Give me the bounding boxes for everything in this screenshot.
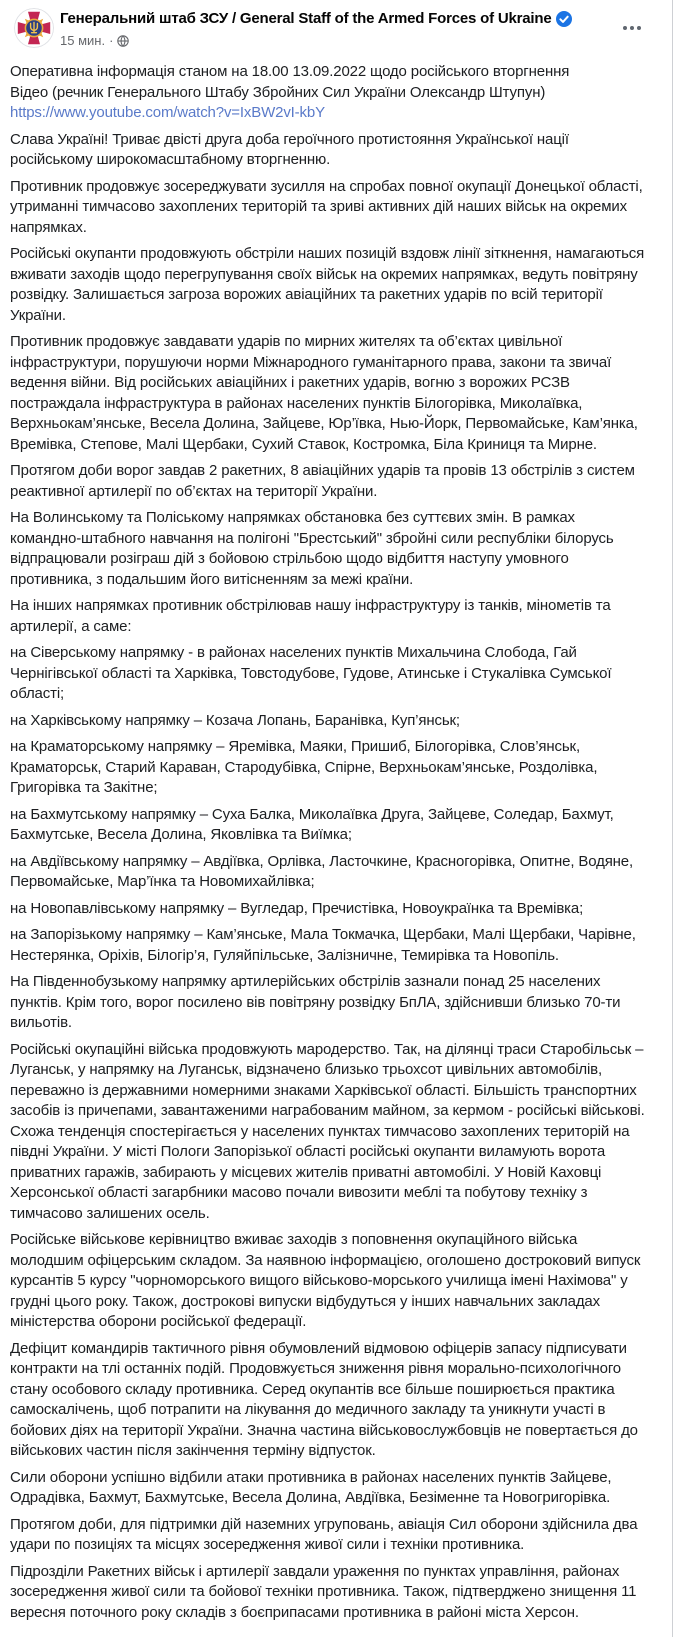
post-paragraph: Сили оборони успішно відбили атаки противника в районах населених пунктів Зайцеве, Одрадівка, Бахмут, Бахмутське, Весела Долина, Авдіївка, Безіменне та Новогригорівка. [10, 1468, 612, 1506]
post-paragraph: Противник продовжує завдавати ударів по мирних жителях та об’єктах цивільної інфраструктури, порушуючи норми Міжнародного гуманітарного права, закони та звичаї ведення війни. Від російських авіаційних і ракетних ударів, вогню з ворожих РСЗВ постраждала інфраструктура в районах населених пунктів Білогорівка, Миколаївка, Верхньокам’янське, Весела Долина, Зайцеве, Юр’ївка, Нью-Йорк, Первомайське, Кам’янка, Времівка, Степове, Малі Щербаки, Сухий Ставок, Костромка, Біла Криниця та Мирне. [10, 333, 638, 453]
post-paragraph: на Запорізькому напрямку – Кам’янське, Мала Токмачка, Щербаки, Малі Щербаки, Чарівне, Нестерянка, Оріхів, Білогір’я, Гуляйпільське, Залізничне, Темирівка та Новопіль. [10, 926, 636, 964]
post-paragraph: На інших напрямках противник обстрілював нашу інфраструктуру із танків, мінометів та артилерії, а саме: [10, 597, 611, 635]
post-paragraph: на Авдіївському напрямку – Авдіївка, Орлівка, Ласточкине, Красногорівка, Опитне, Водяне, Первомайське, Мар’їнка та Новомихайлівка; [10, 852, 634, 890]
post-header-text [60, 8, 572, 49]
youtube-link[interactable]: https://www.youtube.com/watch?v=IxBW2vI-kbY [10, 104, 325, 121]
post-intro-line-2: Відео (речник Генерального Штабу Збройних Сил України Олександр Штупун) [10, 83, 546, 101]
globe-icon [117, 35, 129, 47]
more-options-button[interactable] [616, 16, 648, 40]
post-paragraph: Підрозділи Ракетних військ і артилерії завдали ураження по пунктах управління, районах зосередження живої сили та бойової техніки противника. Також, підтверджено знищення 11 вересня поточного року складів з боєприпасами противника в районі міста Херсон. [10, 1562, 637, 1621]
ellipsis-icon [620, 16, 644, 40]
post-paragraphs [10, 130, 646, 1624]
post-paragraph: На Волинському та Поліському напрямках обстановка без суттєвих змін. В рамках командно-штабного навчання на полігоні "Брестський" збройні сили республіки білорусь відпрацювали розіграш дій з бойовою стрільбою щодо відбиття наступу умовного противника, з подальшим його витісненням за межі країни. [10, 509, 614, 588]
post-meta [60, 32, 572, 49]
page-avatar[interactable] [14, 8, 54, 48]
post-paragraph: на Харківському напрямку – Козача Лопань, Баранівка, Куп’янськ; [10, 711, 460, 729]
post-paragraph: Слава Україні! Триває двісті друга доба героїчного протистояння Української нації російському широкомасштабному вторгненню. [10, 130, 569, 168]
post-paragraph: Протягом доби, для підтримки дій наземних угруповань, авіація Сил оборони здійснила два удари по позиціях та місцях зосередження живої сили і техніки противника. [10, 1515, 638, 1553]
post-paragraph: Російські окупанти продовжують обстріли наших позицій вздовж лінії зіткнення, намагаються вживати заходів щодо перегрупування своїх військ на окремих напрямках, ведуть повітряну розвідку. Залишається загроза ворожих авіаційних та ракетних ударів по всій території України. [10, 245, 645, 324]
post-header [0, 0, 672, 49]
post-paragraph: на Бахмутському напрямку – Суха Балка, Миколаївка Друга, Зайцеве, Соледар, Бахмут, Бахмутське, Весела Долина, Яковлівка та Виїмка; [10, 805, 614, 843]
post-paragraph: Російські окупаційні війська продовжують мародерство. Так, на ділянці траси Старобільськ – Луганськ, у напрямку на Луганськ, відзначено близько трьохсот цивільних автомобілів, переважно із державними номерними знаками Харківської області. Більшість транспортних засобів із причепами, завантаженими награбованим майном, за кермом - російські військові. Схожа тенденція спостерігається у населених пунктах тимчасово захоплених територій на півдні України. У місті Пологи Запорізької області російські окупанти виламують ворота приватних гаражів, забирають у місцевих жителів приватні автомобілі. У Новій Каховці Херсонської області загарбники масово почали вивозити меблі та побутову техніку з тимчасово залишених осель. [10, 1040, 645, 1222]
post-link-line [10, 103, 646, 124]
post-paragraph: Противник продовжує зосереджувати зусилля на спробах повної окупації Донецької області, утриманні тимчасово захоплених територій та зриві активних дій наших військ на окремих напрямках. [10, 177, 643, 236]
post-paragraph: Російське військове керівництво вживає заходів з поповнення окупаційного війська молодшим офіцерським складом. За наявною інформацією, оголошено достроковий випуск курсантів 5 курсу "чорноморського вищого військово-морського училища імені Нахімова" у грудні цього року. Також, дострокові випуски відбудуться у інших навчальних закладах міністерства оборони російської федерації. [10, 1231, 641, 1330]
post-timestamp[interactable]: 15 мин. [60, 33, 106, 48]
post-paragraph: На Південнобузькому напрямку артилерійських обстрілів зазнали понад 25 населених пунктів. Крім того, ворог посилено вів повітряну розвідку БпЛА, здійснивши близько 70-ти вильотів. [10, 973, 621, 1031]
post-paragraph: на Краматорському напрямку – Яремівка, Маяки, Пришиб, Білогорівка, Слов’янськ, Краматорськ, Старий Караван, Стародубівка, Спірне, Верхньокам’янське, Роздолівка, Григорівка та Закітне; [10, 738, 598, 796]
page-name-link[interactable]: Генеральний штаб ЗСУ / General Staff of the Armed Forces of Ukraine [60, 10, 552, 27]
post-paragraph: на Сіверському напрямку - в районах населених пунктів Михальчина Слобода, Гай Чернігівської області та Харківка, Товстодубове, Гудове, Атинське і Стукалівка Сумської області; [10, 644, 612, 702]
general-staff-emblem-icon [14, 8, 54, 48]
post-paragraph: Дефіцит командирів тактичного рівня обумовлений відмовою офіцерів запасу підписувати контракти на тлі останніх подій. Продовжується зниження рівня морально-психологічного стану особового складу противника. Серед окупантів все більше поширюється практика самоскалічень, щоб потрапити на лікування до медичного закладу та уникнути участі в бойових діях на території України. Значна частина військовослужбовців не повертається до військових частин після закінчення терміну відпусток. [10, 1339, 638, 1459]
post-paragraph: на Новопавлівському напрямку – Вугледар, Пречистівка, Новоукраїнка та Времівка; [10, 899, 584, 917]
verified-badge-icon [556, 11, 572, 27]
meta-separator: · [109, 33, 114, 48]
post-intro-line-1: Оперативна інформація станом на 18.00 13.09.2022 щодо російського вторгнення [10, 63, 570, 80]
post-paragraph: Протягом доби ворог завдав 2 ракетних, 8 авіаційних ударів та провів 13 обстрілів з систем реактивної артилерії по об’єктах на території України. [10, 462, 635, 500]
post-body [0, 49, 672, 1637]
